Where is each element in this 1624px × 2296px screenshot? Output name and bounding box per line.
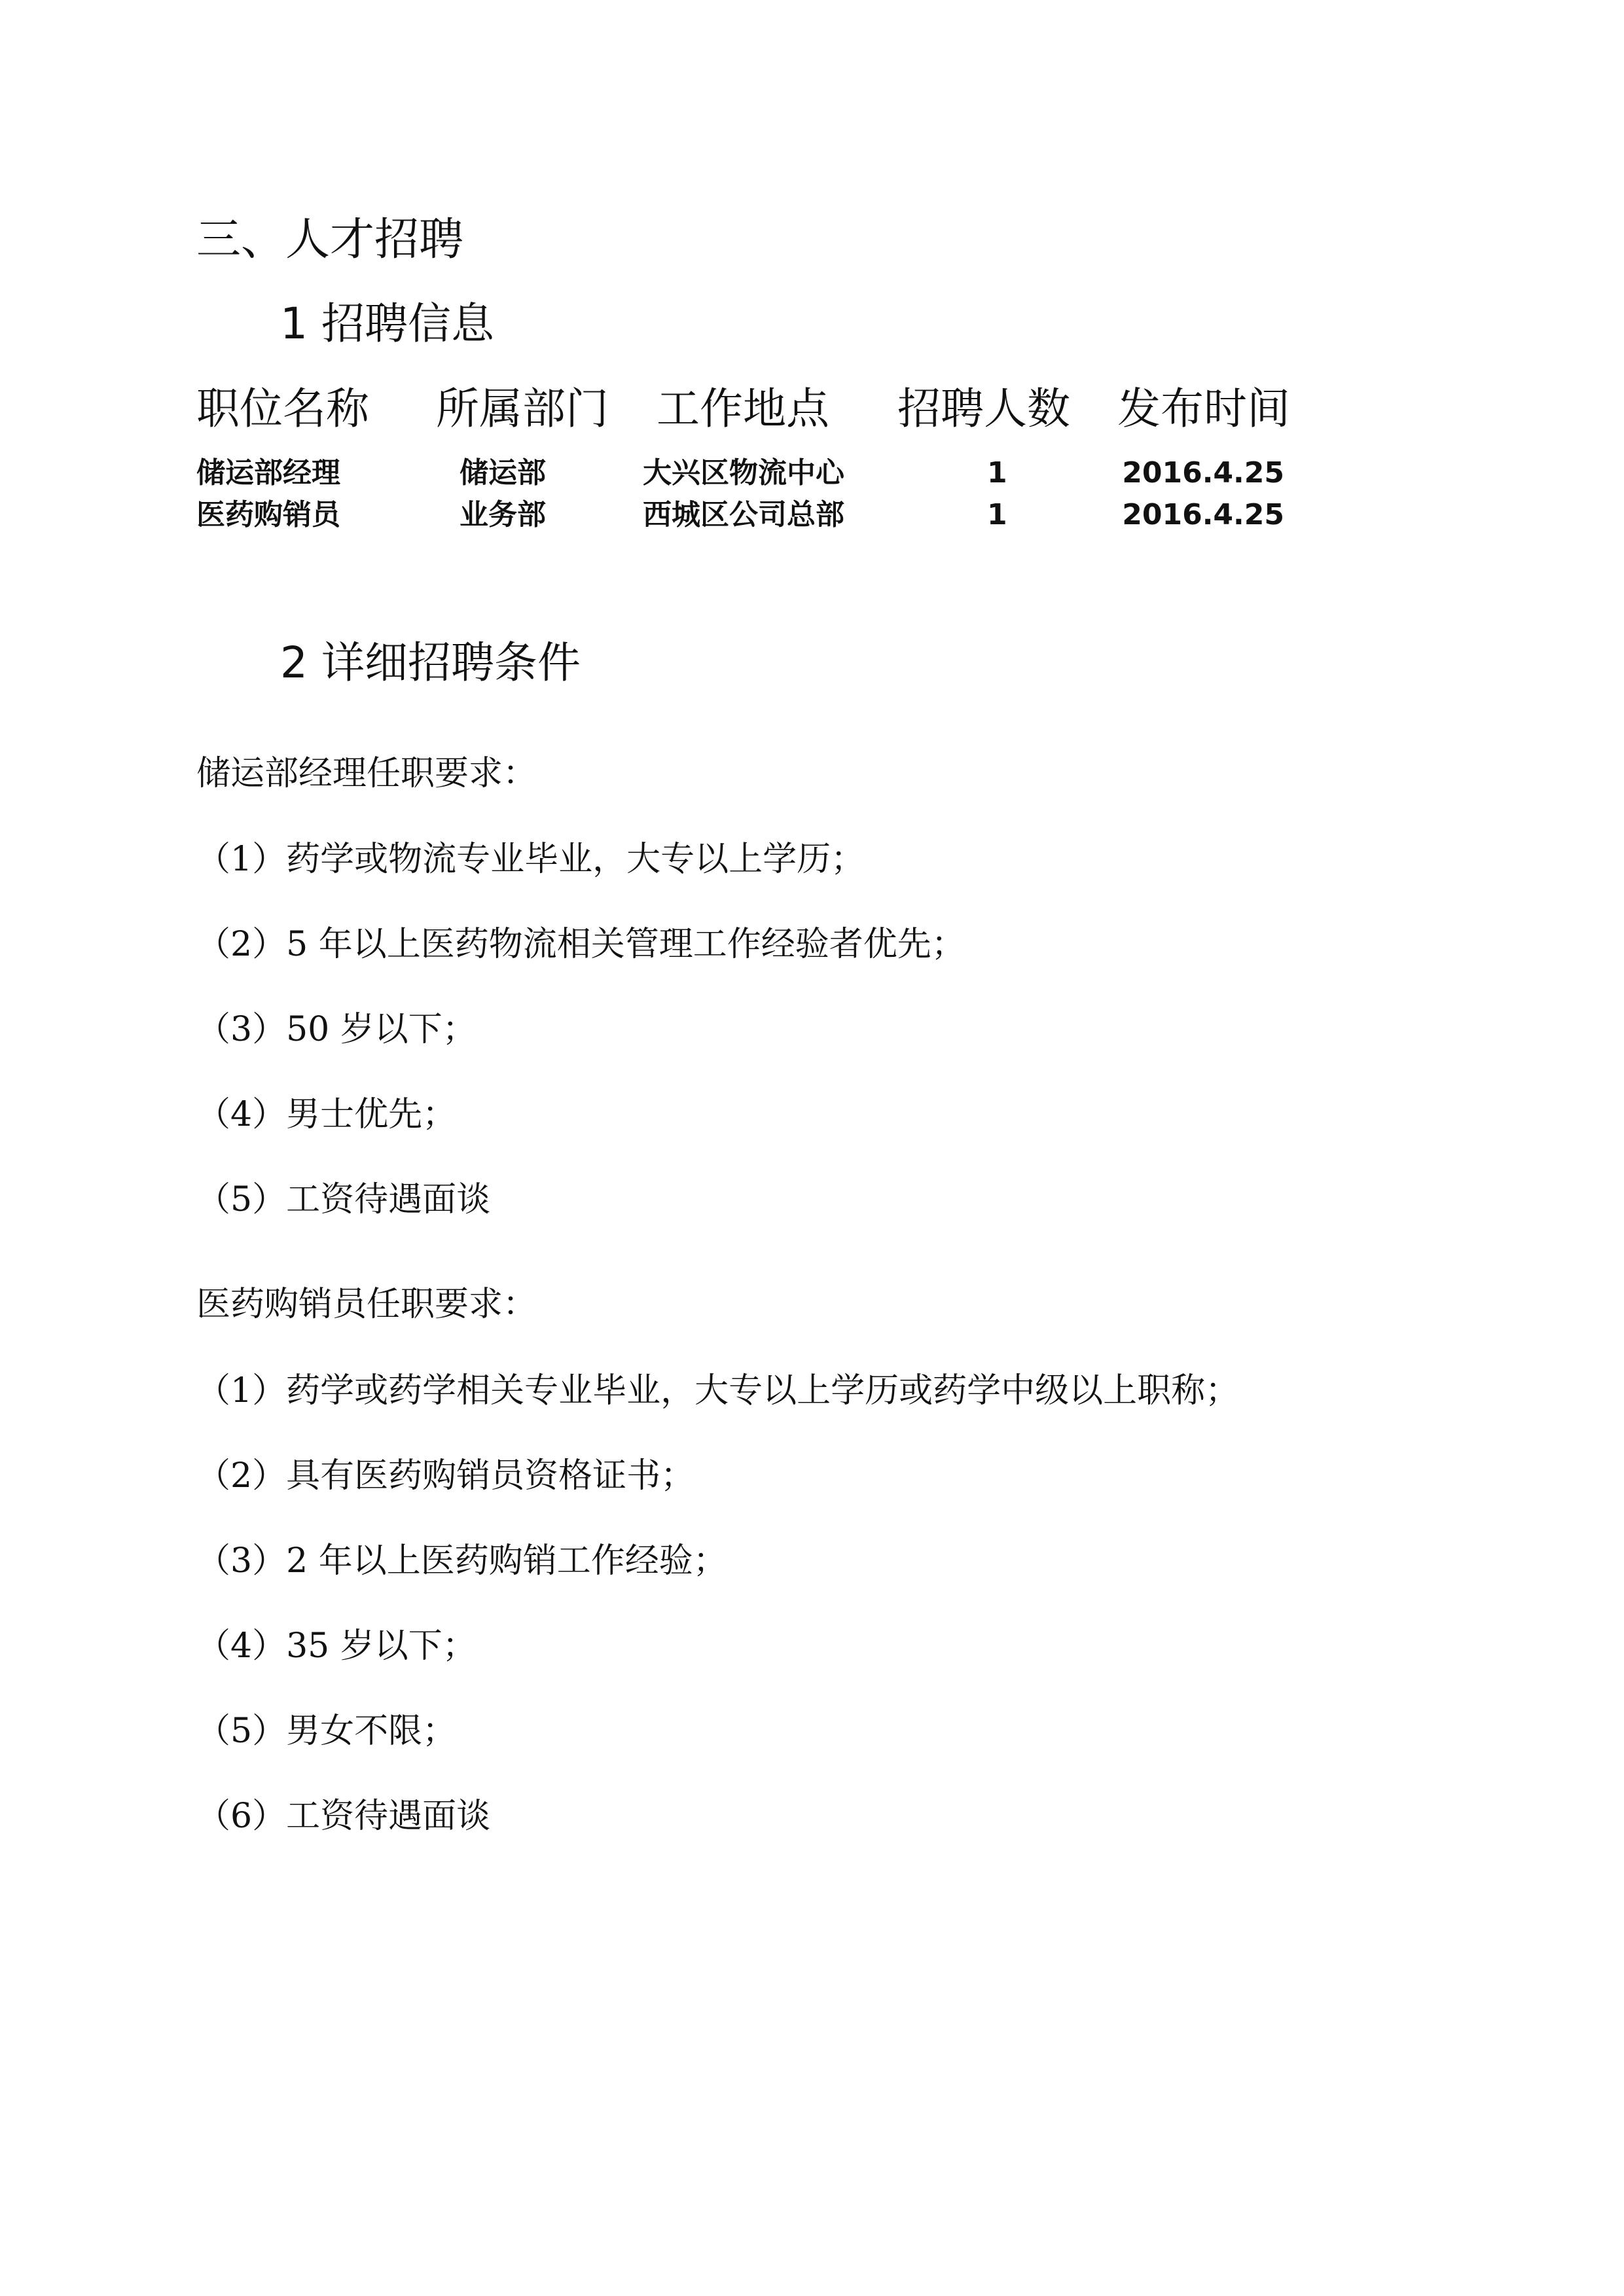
table-cell-location: 大兴区物流中心: [643, 456, 844, 490]
table-cell-position: 储运部经理: [196, 456, 340, 490]
table-cell-headcount: 1: [987, 498, 1007, 531]
list-item: （1）药学或物流专业毕业，大专以上学历；: [196, 840, 865, 879]
table-cell-publish-date: 2016.4.25: [1122, 498, 1284, 531]
section-title: 三、人才招聘: [196, 214, 464, 266]
column-header-location: 工作地点: [657, 384, 829, 434]
table-cell-headcount: 1: [987, 456, 1007, 490]
list-item: （2）具有医药购销员资格证书；: [196, 1456, 695, 1496]
column-header-headcount: 招聘人数: [897, 384, 1070, 434]
column-header-department: 所属部门: [436, 384, 609, 434]
manager-requirements-title: 储运部经理任职要求：: [196, 754, 537, 793]
column-header-publish-date: 发布时间: [1117, 384, 1290, 434]
list-item: （2）5 年以上医药物流相关管理工作经验者优先；: [196, 925, 965, 964]
table-cell-position: 医药购销员: [196, 498, 340, 531]
list-item: （3）50 岁以下；: [196, 1010, 477, 1049]
table-cell-department: 业务部: [460, 498, 546, 531]
list-item: （4）男士优先；: [196, 1095, 457, 1134]
list-item: （3）2 年以上医药购销工作经验；: [196, 1541, 727, 1581]
table-cell-publish-date: 2016.4.25: [1122, 456, 1284, 490]
table-cell-location: 西城区公司总部: [643, 498, 844, 531]
list-item: （5）工资待遇面谈: [196, 1180, 491, 1219]
recruitment-info-heading: 1 招聘信息: [280, 298, 494, 349]
table-cell-department: 储运部: [460, 456, 546, 490]
list-item: （4）35 岁以下；: [196, 1626, 477, 1666]
list-item: （5）男女不限；: [196, 1712, 457, 1751]
sales-requirements-title: 医药购销员任职要求：: [196, 1285, 537, 1324]
column-header-position: 职位名称: [196, 384, 369, 434]
detailed-requirements-heading: 2 详细招聘条件: [280, 637, 581, 688]
list-item: （6）工资待遇面谈: [196, 1797, 491, 1836]
list-item: （1）药学或药学相关专业毕业，大专以上学历或药学中级以上职称；: [196, 1371, 1240, 1410]
